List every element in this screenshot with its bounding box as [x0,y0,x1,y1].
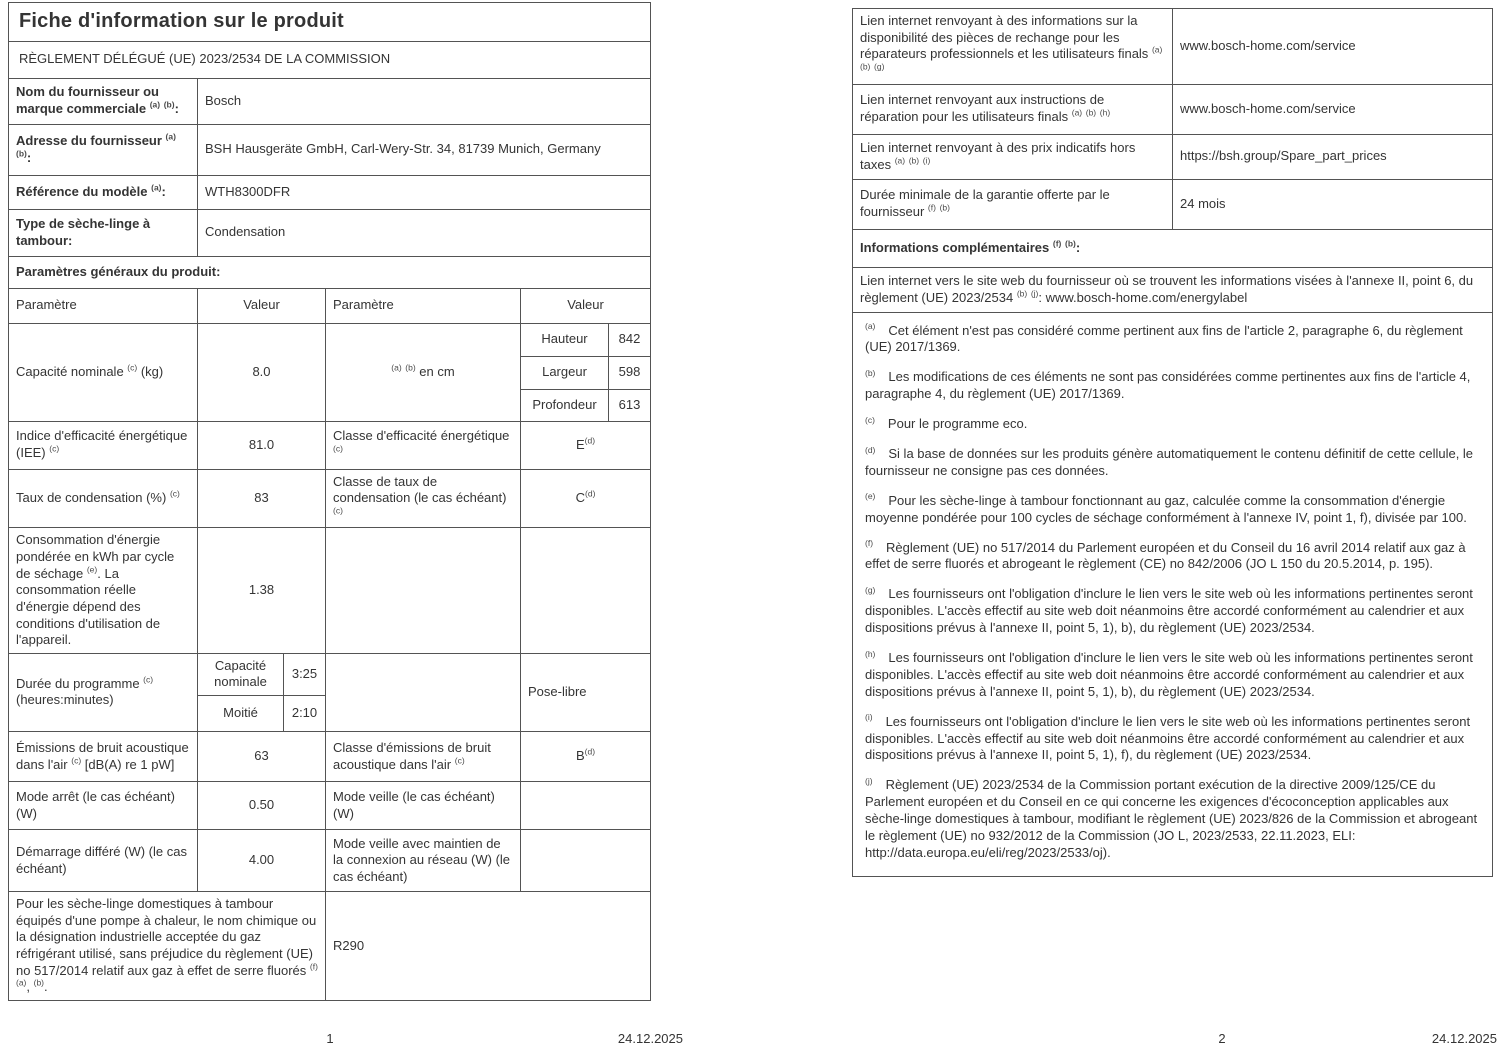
footnote-b-text: Les modifications de ces éléments ne sont pas considérées comme pertinentes aux fins de l'article 4, paragraphe 4, du règlement (UE) 2017/1369. [865,369,1471,402]
delayed-start-value: 4.00 [198,830,326,892]
footnote-h-text: Les fournisseurs ont l'obligation d'inclure le lien vers le site web où les informations pertinentes seront disponibles. L'accès effectif au site web doit néanmoins être accordé conformément au calendrier et aux dispositions prévus à l'annexe II, point 5, 1), b), du règlement (UE) 2023/2534. [865,649,1473,699]
page1-date: 24.12.2025 [617,1031,683,1046]
dimension-depth-label: Profondeur [521,389,609,421]
footnote-i-text: Les fournisseurs ont l'obligation d'inclure le lien vers le site web où les informations pertinentes seront disponibles. L'accès effectif au site web doit néanmoins être accordé conformément au calendrier et aux dispositions prévus à l'annexe II, point 5, 1), f), du règlement (UE) 2023/2534. [865,713,1471,763]
networked-standby-value [521,830,651,892]
footnote-h-mark: (h) [865,648,876,659]
delayed-start-label: Démarrage différé (W) (le cas échéant) [9,830,198,892]
minimum-guarantee-value: 24 mois [1173,179,1493,229]
page-title: Fiche d'information sur le produit [9,3,651,42]
spare-parts-link-label: Lien internet renvoyant à des informations sur la disponibilité des pièces de rechange pour les réparateurs professionnels et les utilisateurs finals $^{(a)}$ $^{(b)}$ $^{(g)}$ [853,9,1173,85]
placement-value: Pose-libre [521,653,651,731]
footnote-c [865,416,1480,433]
footnote-a [865,323,1480,357]
supplier-website-row [853,267,1493,312]
footnote-i-mark: (i) [865,712,873,723]
footnote-d [865,446,1480,480]
empty-value-cell [521,528,651,653]
condensation-class-label: Classe de taux de condensation (le cas échéant) $^{(c)}$ [326,469,521,528]
footnote-i [865,714,1480,765]
standby-mode-label: Mode veille (le cas échéant) (W) [326,782,521,830]
minimum-guarantee-label: Durée minimale de la garantie offerte par le fournisseur $^{(f)}$ $^{(b)}$ [853,179,1173,229]
footnote-f-text: Règlement (UE) no 517/2014 du Parlement européen et du Conseil du 16 avril 2014 relatif aux gaz à effet de serre fluorés et abrogeant le règlement (CE) no 842/2006 (JO L 150 du 20.5.2014, p. 195). [865,539,1466,572]
rated-capacity-value: 8.0 [198,323,326,421]
supplier-name-value: Bosch [198,78,651,124]
product-fiche-table [8,2,651,1001]
spare-parts-link-value[interactable]: www.bosch-home.com/service [1173,9,1493,85]
footnote-c-mark: (c) [865,414,875,425]
footnote-h [865,650,1480,701]
weighted-energy-consumption-label: Consommation d'énergie pondérée en kWh par cycle de séchage $^{(e)}$. La consommation réelle d'énergie dépend des conditions d'utilisation de l'appareil. [9,528,198,653]
off-mode-value: 0.50 [198,782,326,830]
energy-class-value: $E^{(d)}$ [521,421,651,469]
supplier-name-label: Nom du fournisseur ou marque commerciale $^{(a)}$ $^{(b)}$: [9,78,198,124]
footnote-a-mark: (a) [865,321,876,332]
supplier-website-text: Lien internet vers le site web du fournisseur où se trouvent les informations visées à l'annexe II, point 6, du règlement (UE) 2023/2534 $^{(b)}$ $^{(j)}$: www.bosch-home.com/energylabel [860,272,1474,305]
off-mode-label: Mode arrêt (le cas échéant) (W) [9,782,198,830]
energy-efficiency-index-value: 81.0 [198,421,326,469]
refrigerant-value: R290 [326,892,651,1001]
programme-duration-label: Durée du programme $^{(c)}$ (heures:minutes) [9,653,198,731]
dimension-height-label: Hauteur [521,323,609,356]
dimension-height-value: 842 [609,323,651,356]
footnote-d-mark: (d) [865,444,876,455]
footnote-j-text: Règlement (UE) 2023/2534 de la Commission portant exécution de la directive 2009/125/CE du Parlement européen et du Conseil en ce qui concerne les exigences d'écoconception applicables aux sèche-linge domestiques à tambour, modifiant le règlement (UE) 2023/826 de la Commission et abrogeant le règlement (UE) no 932/2012 de la Commission (JO L, 2023/2533, 22.11.2023, ELI: http://data.europa.eu/eli/reg/2023/2533/oj). [865,777,1478,860]
footnote-e-text: Pour les sèche-linge à tambour fonctionnant au gaz, calculée comme la consommation d'énergie moyenne pondérée pour 100 cycles de séchage conformément à l'annexe IV, point 1, f), divisée par 100. [865,492,1467,525]
indicative-prices-link-label: Lien internet renvoyant à des prix indicatifs hors taxes $^{(a)}$ $^{(b)}$ $^{(i)}$ [853,134,1173,179]
indicative-prices-link-value[interactable]: https://bsh.group/Spare_part_prices [1173,134,1493,179]
page2-date: 24.12.2025 [1431,1031,1497,1046]
duration-rated-capacity-value: 3:25 [284,653,326,695]
networked-standby-label: Mode veille avec maintien de la connexion au réseau (W) (le cas échéant) [326,830,521,892]
footnote-e [865,493,1480,527]
condensation-rate-value: 83 [198,469,326,528]
footnote-f-mark: (f) [865,538,874,549]
duration-half-load-value: 2:10 [284,696,326,732]
noise-emission-label: Émissions de bruit acoustique dans l'air $^{(c)}$ [dB(A) re 1 pW] [9,732,198,782]
footnote-b [865,369,1480,403]
footnote-g-text: Les fournisseurs ont l'obligation d'inclure le lien vers le site web où les informations pertinentes seront disponibles. L'accès effectif au site web doit néanmoins être accordé conformément au calendrier et aux dispositions prévus à l'annexe II, point 5, 1), b), du règlement (UE) 2023/2534. [865,586,1473,636]
footnote-a-text: Cet élément n'est pas considéré comme pertinent aux fins de l'article 2, paragraphe 6, du règlement (UE) 2017/1369. [865,322,1463,355]
energy-efficiency-index-label: Indice d'efficacité énergétique (IEE) $^{(c)}$ [9,421,198,469]
repair-instructions-link-value[interactable]: www.bosch-home.com/service [1173,84,1493,134]
rated-capacity-label: Capacité nominale $^{(c)}$ (kg) [9,323,198,421]
footnote-j-mark: (j) [865,775,873,786]
regulation-subtitle: RÈGLEMENT DÉLÉGUÉ (UE) 2023/2534 DE LA COMMISSION [9,41,651,78]
dimensions-label: $^{(a)}$ $^{(b)}$ en cm [326,323,521,421]
energy-class-label: Classe d'efficacité énergétique $^{(c)}$ [326,421,521,469]
repair-instructions-link-label: Lien internet renvoyant aux instructions de réparation pour les utilisateurs finals $^{(a)}$ $^{(b)}$ $^{(h)}$ [853,84,1173,134]
weighted-energy-consumption-value: 1.38 [198,528,326,653]
footnote-g-mark: (g) [865,584,876,595]
refrigerant-label: Pour les sèche-linge domestiques à tambour équipés d'une pompe à chaleur, le nom chimique ou la désignation industrielle acceptée du gaz réfrigérant utilisé, sans préjudice du règlement (UE) no 517/2014 relatif aux gaz à effet de serre fluorés $^{(f)}$ $^{(a)}$, $^{(b)}$. [9,892,326,1001]
dryer-type-value: Condensation [198,209,651,256]
footnote-b-mark: (b) [865,367,876,378]
dimension-depth-value: 613 [609,389,651,421]
general-parameters-heading: Paramètres généraux du produit: [9,256,651,288]
page2-number: 2 [1218,1031,1226,1046]
noise-emission-value: 63 [198,732,326,782]
col-header-parameter-2: Paramètre [326,288,521,323]
footnotes-cell [853,312,1493,876]
footnote-j [865,777,1480,861]
col-header-value-2: Valeur [521,288,651,323]
duration-half-load-label: Moitié [198,696,284,732]
col-header-parameter-1: Paramètre [9,288,198,323]
condensation-class-value: $C^{(d)}$ [521,469,651,528]
col-header-value-1: Valeur [198,288,326,323]
footnote-g [865,586,1480,637]
condensation-rate-label: Taux de condensation (%) $^{(c)}$ [9,469,198,528]
model-reference-value: WTH8300DFR [198,175,651,209]
dimension-width-label: Largeur [521,356,609,389]
footnote-d-text: Si la base de données sur les produits génère automatiquement le contenu définitif de cette cellule, le fournisseur ne consigne pas ces données. [865,445,1474,478]
links-and-footnotes-table [852,8,1493,877]
noise-class-label: Classe d'émissions de bruit acoustique dans l'air $^{(c)}$ [326,732,521,782]
standby-mode-value [521,782,651,830]
dryer-type-label: Type de sèche-linge à tambour: [9,209,198,256]
supplier-address-value: BSH Hausgeräte GmbH, Carl-Wery-Str. 34, 81739 Munich, Germany [198,124,651,175]
noise-class-value: $B^{(d)}$ [521,732,651,782]
duration-rated-capacity-label: Capacité nominale [198,653,284,695]
dimension-width-value: 598 [609,356,651,389]
page1-number: 1 [326,1031,334,1046]
supplier-address-label: Adresse du fournisseur $^{(a)}$ $^{(b)}$: [9,124,198,175]
footnote-c-text: Pour le programme eco. [887,416,1028,432]
empty-parameter-cell [326,528,521,653]
footnote-f [865,540,1480,574]
empty-parameter-cell [326,653,521,731]
model-reference-label: Référence du modèle $^{(a)}$: [9,175,198,209]
additional-information-heading: Informations complémentaires $^{(f)}$ $^{(b)}$: [853,229,1493,267]
footnote-e-mark: (e) [865,491,876,502]
